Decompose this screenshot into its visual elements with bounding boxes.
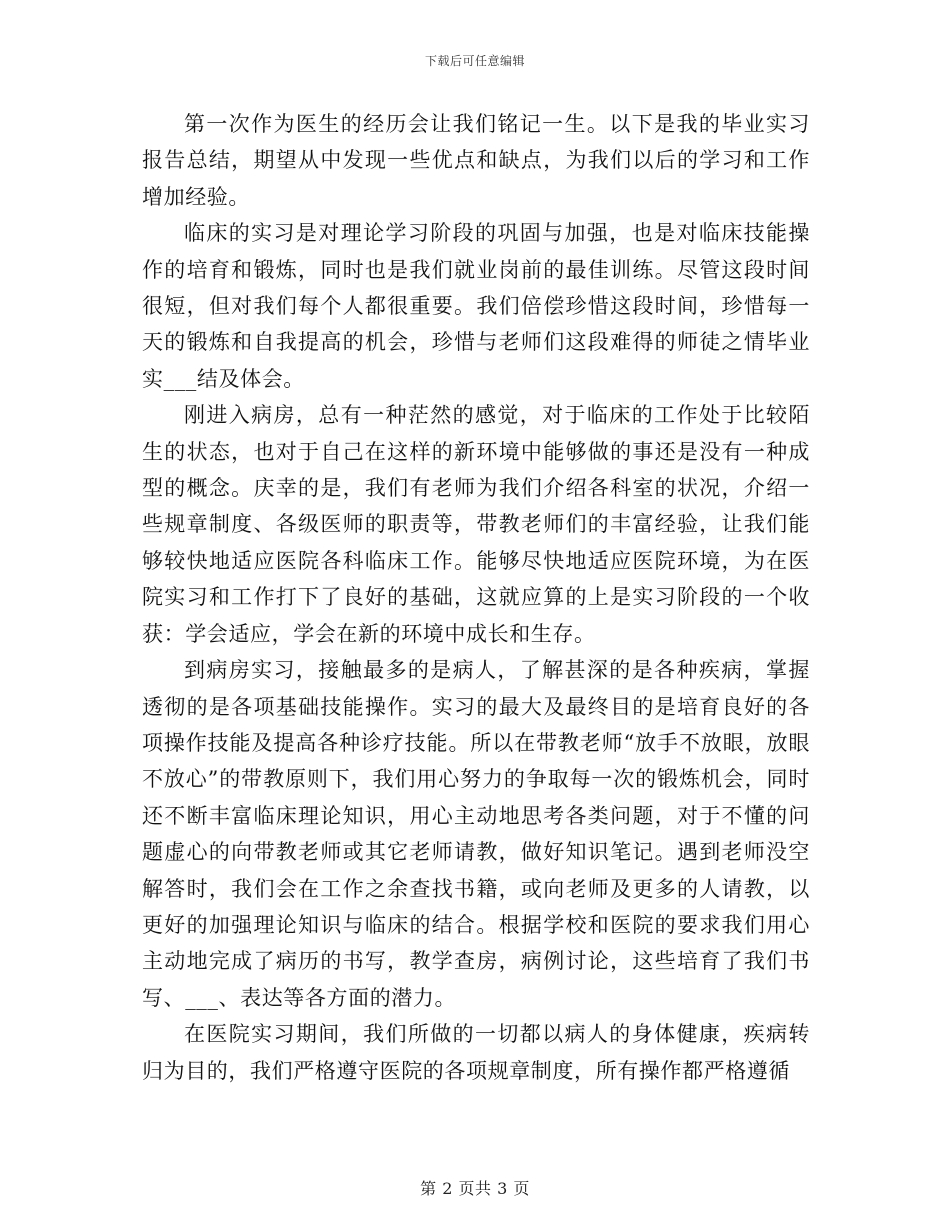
- page-number: 第 2 页共 3 页: [420, 1179, 530, 1198]
- body-content: [142, 106, 810, 1089]
- paragraph-4: 到病房实习，接触最多的是病人，了解甚深的是各种疾病，掌握透彻的是各项基础技能操作。实习的最大及最终目的是培育良好的各项操作技能及提高各种诊疗技能。所以在带教老师“放手不放眼，放眼不放心”的带教原则下，我们用心努力的争取每一次的锻炼机会，同时还不断丰富临床理论知识，用心主动地思考各类问题，对于不懂的问题虚心的向带教老师或其它老师请教，做好知识笔记。遇到老师没空解答时，我们会在工作之余查找书籍，或向老师及更多的人请教，以更好的加强理论知识与临床的结合。根据学校和医院的要求我们用心主动地完成了病历的书写，教学查房，病例讨论，这些培育了我们书写、___、表达等各方面的潜力。: [142, 658, 810, 1010]
- paragraph-3: 刚进入病房，总有一种茫然的感觉，对于临床的工作处于比较陌生的状态，也对于自己在这样的新环境中能够做的事还是没有一种成型的概念。庆幸的是，我们有老师为我们介绍各科室的状况，介绍一些规章制度、各级医师的职责等，带教老师们的丰富经验，让我们能够较快地适应医院各科临床工作。能够尽快地适应医院环境，为在医院实习和工作打下了良好的基础，这就应算的上是实习阶段的一个收获：学会适应，学会在新的环境中成长和生存。: [142, 403, 810, 646]
- paragraph-5: 在医院实习期间，我们所做的一切都以病人的身体健康，疾病转归为目的，我们严格遵守医院的各项规章制度，所有操作都严格遵循: [142, 1022, 810, 1083]
- paragraph-1: 第一次作为医生的经历会让我们铭记一生。以下是我的毕业实习报告总结，期望从中发现一些优点和缺点，为我们以后的学习和工作增加经验。: [142, 112, 810, 209]
- paragraph-2: 临床的实习是对理论学习阶段的巩固与加强，也是对临床技能操作的培育和锻炼，同时也是我们就业岗前的最佳训练。尽管这段时间很短，但对我们每个人都很重要。我们倍偿珍惜这段时间，珍惜每一天的锻炼和自我提高的机会，珍惜与老师们这段难得的师徒之情毕业实___结及体会。: [142, 221, 810, 391]
- page-header: 下载后可任意编辑: [424, 54, 525, 68]
